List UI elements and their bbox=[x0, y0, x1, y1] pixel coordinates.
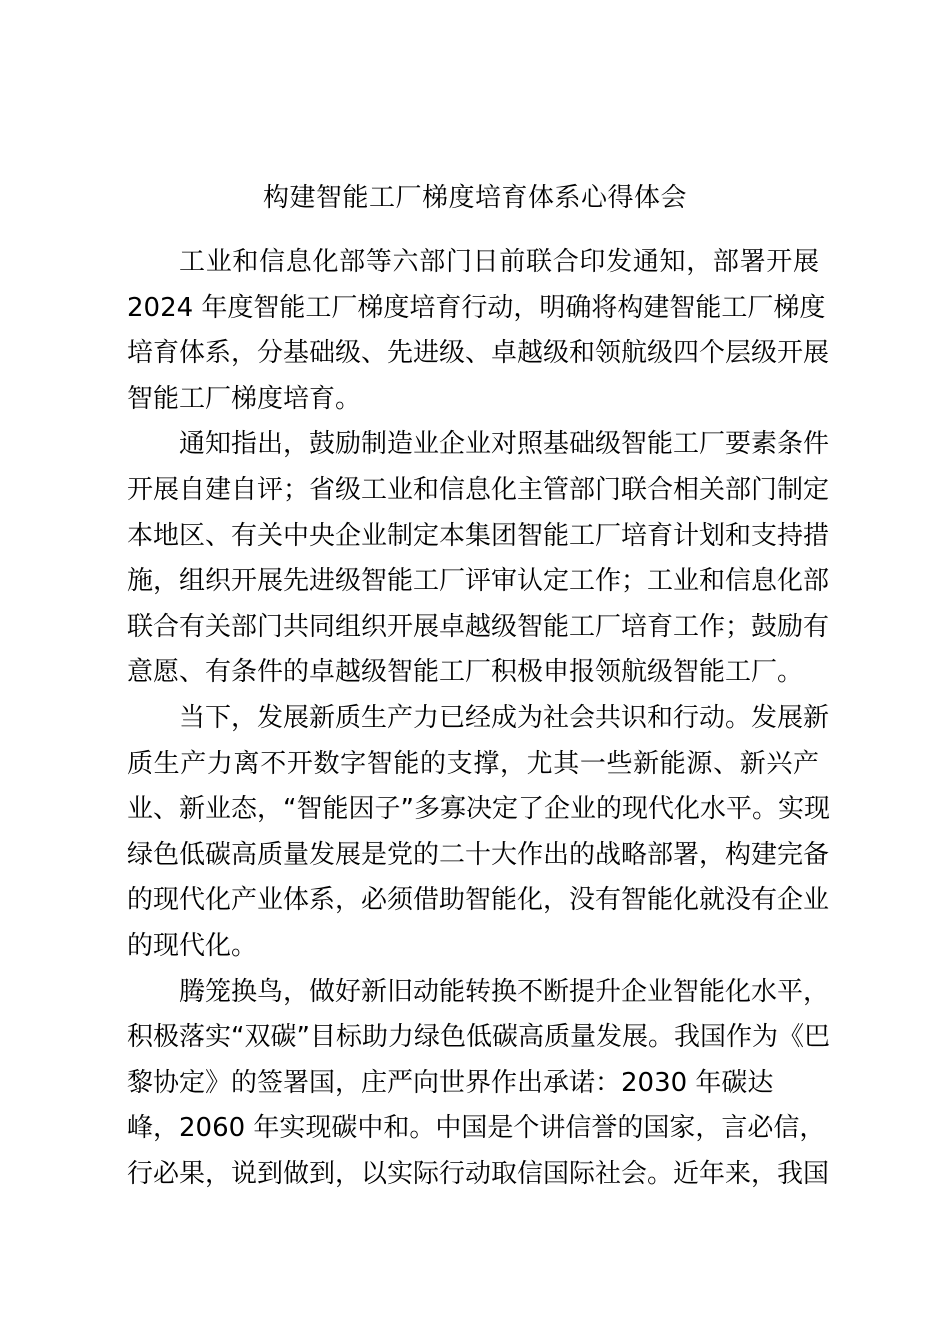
paragraph-line: 本地区、有关中央企业制定本集团智能工厂培育计划和支持措 bbox=[127, 520, 830, 551]
paragraph-line: 腾笼换鸟，做好新旧动能转换不断提升企业智能化水平， bbox=[179, 976, 830, 1007]
paragraph-3 bbox=[127, 696, 830, 970]
paragraph-line: 通知指出，鼓励制造业企业对照基础级智能工厂要素条件 bbox=[179, 429, 830, 460]
paragraph-line: 行必果，说到做到，以实际行动取信国际社会。近年来，我国 bbox=[127, 1158, 830, 1189]
paragraph-line: 绿色低碳高质量发展是党的二十大作出的战略部署，构建完备 bbox=[127, 839, 830, 870]
paragraph-4 bbox=[127, 970, 830, 1198]
paragraph-line: 质生产力离不开数字智能的支撑，尤其一些新能源、新兴产 bbox=[127, 748, 819, 779]
paragraph-line: 的现代化。 bbox=[127, 930, 258, 961]
document-title: 构建智能工厂梯度培育体系心得体会 bbox=[262, 183, 687, 213]
paragraph-2 bbox=[127, 422, 830, 696]
paragraph-1 bbox=[127, 240, 830, 422]
paragraph-line: 工业和信息化部等六部门日前联合印发通知，部署开展 bbox=[179, 247, 819, 277]
paragraph-line: 2024 年度智能工厂梯度培育行动，明确将构建智能工厂梯度 bbox=[127, 292, 826, 323]
paragraph-line: 的现代化产业体系，必须借助智能化，没有智能化就没有企业 bbox=[127, 885, 830, 916]
paragraph-line: 联合有关部门共同组织开展卓越级智能工厂培育工作；鼓励有 bbox=[127, 611, 830, 642]
document-body bbox=[127, 240, 830, 1197]
paragraph-line: 培育体系，分基础级、先进级、卓越级和领航级四个层级开展 bbox=[127, 338, 830, 369]
paragraph-line: 积极落实“双碳”目标助力绿色低碳高质量发展。我国作为《巴 bbox=[127, 1022, 830, 1053]
paragraph-line: 黎协定》的签署国，庄严向世界作出承诺：2030 年碳达 bbox=[127, 1067, 774, 1098]
paragraph-line: 当下，发展新质生产力已经成为社会共识和行动。发展新 bbox=[179, 702, 830, 733]
paragraph-line: 峰，2060 年实现碳中和。中国是个讲信誉的国家，言必信， bbox=[127, 1113, 826, 1144]
paragraph-line: 智能工厂梯度培育。 bbox=[127, 383, 362, 414]
paragraph-line: 意愿、有条件的卓越级智能工厂积极申报领航级智能工厂。 bbox=[127, 657, 804, 688]
paragraph-line: 施，组织开展先进级智能工厂评审认定工作；工业和信息化部 bbox=[127, 566, 830, 597]
paragraph-line: 开展自建自评；省级工业和信息化主管部门联合相关部门制定 bbox=[127, 474, 830, 505]
paragraph-line: 业、新业态，“智能因子”多寡决定了企业的现代化水平。实现 bbox=[127, 794, 830, 825]
